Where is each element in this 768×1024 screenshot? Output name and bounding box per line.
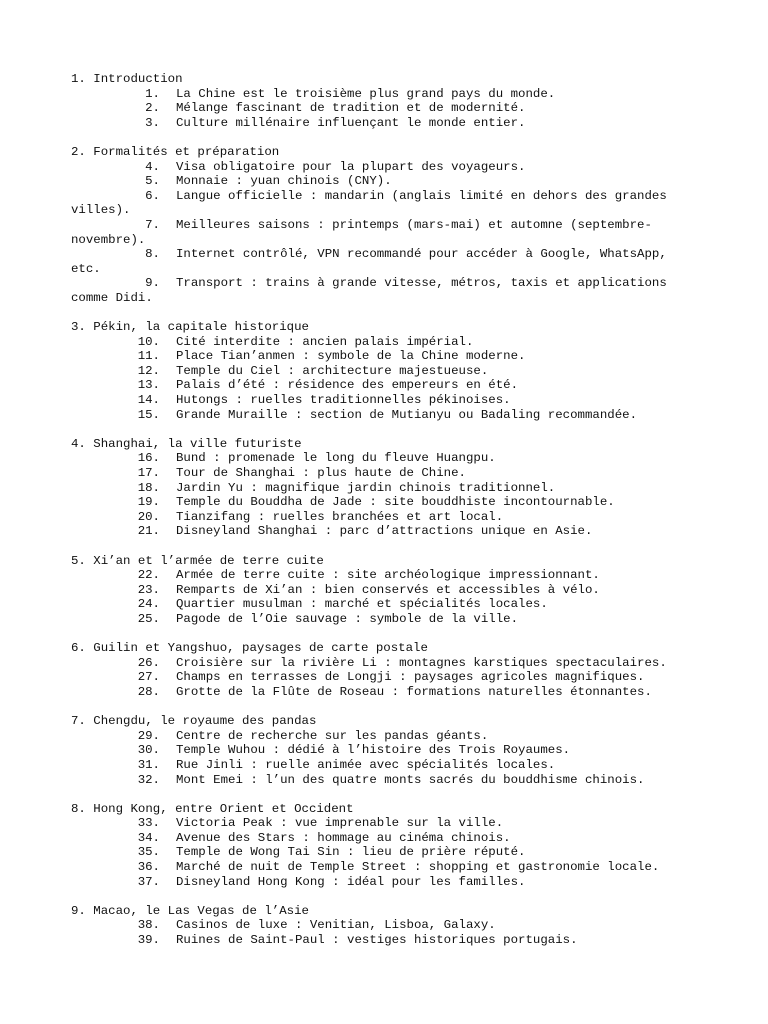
- section-heading: 9. Macao, le Las Vegas de l’Asie: [71, 903, 309, 918]
- item-number: 4.: [145, 159, 160, 174]
- section-3: [71, 320, 701, 422]
- list-item: [71, 87, 701, 102]
- item-text: Internet contrôlé, VPN recommandé pour accéder à Google, WhatsApp, etc.: [71, 247, 667, 276]
- item-text: Visa obligatoire pour la plupart des voyageurs.: [176, 159, 526, 174]
- list-item: [71, 218, 701, 247]
- section-1: [71, 72, 701, 130]
- item-text: Temple Wuhou : dédié à l’histoire des Trois Royaumes.: [176, 743, 571, 758]
- list-item: [71, 583, 701, 598]
- item-number: 8.: [145, 247, 160, 262]
- list-item: [71, 349, 701, 364]
- item-number: 13.: [137, 378, 160, 393]
- item-number: 7.: [145, 217, 160, 232]
- item-number: 24.: [137, 597, 160, 612]
- item-text: Culture millénaire influençant le monde entier.: [176, 115, 526, 130]
- list-item: [71, 758, 701, 773]
- section-heading: 3. Pékin, la capitale historique: [71, 320, 309, 335]
- section-heading: 2. Formalités et préparation: [71, 144, 280, 159]
- item-text: Ruines de Saint-Paul : vestiges historiques portugais.: [176, 933, 578, 948]
- item-number: 17.: [137, 466, 160, 481]
- item-text: Palais d’été : résidence des empereurs en été.: [176, 378, 519, 393]
- item-number: 34.: [137, 830, 160, 845]
- item-text: Bund : promenade le long du fleuve Huangpu.: [176, 451, 496, 466]
- section-2: [71, 145, 701, 306]
- list-item: [71, 481, 701, 496]
- item-number: 33.: [137, 816, 160, 831]
- section-9: [71, 904, 701, 948]
- item-number: 28.: [137, 684, 160, 699]
- item-number: 3.: [145, 115, 160, 130]
- list-item: [71, 612, 701, 627]
- list-item: [71, 510, 701, 525]
- list-item: [71, 247, 701, 276]
- item-text: Cité interdite : ancien palais impérial.: [176, 334, 474, 349]
- item-text: Quartier musulman : marché et spécialités locales.: [176, 597, 548, 612]
- list-item: [71, 524, 701, 539]
- item-text: Victoria Peak : vue imprenable sur la ville.: [176, 816, 504, 831]
- section-7: [71, 714, 701, 787]
- section-heading: 5. Xi’an et l’armée de terre cuite: [71, 553, 324, 568]
- item-text: Mélange fascinant de tradition et de modernité.: [176, 101, 526, 116]
- list-item: [71, 451, 701, 466]
- item-text: Temple du Ciel : architecture majestueuse.: [176, 363, 489, 378]
- item-text: Casinos de luxe : Venitian, Lisboa, Galaxy.: [176, 918, 496, 933]
- list-item: [71, 276, 701, 305]
- item-number: 10.: [137, 334, 160, 349]
- section-4: [71, 437, 701, 539]
- item-number: 37.: [137, 874, 160, 889]
- item-number: 21.: [137, 524, 160, 539]
- item-number: 11.: [137, 349, 160, 364]
- item-text: Transport : trains à grande vitesse, métros, taxis et applications comme Didi.: [71, 276, 667, 305]
- list-item: [71, 670, 701, 685]
- document-body: [71, 72, 701, 962]
- list-item: [71, 685, 701, 700]
- item-text: Marché de nuit de Temple Street : shopping et gastronomie locale.: [176, 860, 660, 875]
- item-text: Meilleures saisons : printemps (mars-mai) et automne (septembre-novembre).: [71, 217, 652, 247]
- item-number: 6.: [145, 188, 160, 203]
- list-item: [71, 393, 701, 408]
- item-number: 26.: [137, 655, 160, 670]
- list-item: [71, 378, 701, 393]
- item-number: 12.: [137, 363, 160, 378]
- item-number: 32.: [137, 772, 160, 787]
- list-item: [71, 845, 701, 860]
- list-item: [71, 466, 701, 481]
- list-item: [71, 160, 701, 175]
- list-item: [71, 918, 701, 933]
- section-5: [71, 554, 701, 627]
- item-number: 39.: [137, 933, 160, 948]
- item-text: Temple du Bouddha de Jade : site bouddhiste incontournable.: [176, 495, 615, 510]
- item-number: 19.: [137, 495, 160, 510]
- item-number: 16.: [137, 451, 160, 466]
- list-item: [71, 597, 701, 612]
- list-item: [71, 831, 701, 846]
- item-number: 31.: [137, 757, 160, 772]
- list-item: [71, 933, 701, 948]
- list-item: [71, 408, 701, 423]
- section-8: [71, 802, 701, 890]
- item-text: Centre de recherche sur les pandas géants.: [176, 728, 489, 743]
- item-number: 5.: [145, 174, 160, 189]
- item-text: Jardin Yu : magnifique jardin chinois traditionnel.: [176, 480, 556, 495]
- list-item: [71, 364, 701, 379]
- item-number: 30.: [137, 743, 160, 758]
- item-text: Croisière sur la rivière Li : montagnes karstiques spectaculaires.: [176, 655, 667, 670]
- section-heading: 8. Hong Kong, entre Orient et Occident: [71, 801, 354, 816]
- item-text: Mont Emei : l’un des quatre monts sacrés du bouddhisme chinois.: [176, 772, 645, 787]
- item-number: 2.: [145, 101, 160, 116]
- item-number: 9.: [145, 276, 160, 291]
- list-item: [71, 656, 701, 671]
- item-number: 36.: [137, 860, 160, 875]
- list-item: [71, 743, 701, 758]
- item-text: Disneyland Hong Kong : idéal pour les familles.: [176, 874, 526, 889]
- item-text: Armée de terre cuite : site archéologique impressionnant.: [176, 568, 600, 583]
- list-item: [71, 568, 701, 583]
- list-item: [71, 174, 701, 189]
- item-text: Tianzifang : ruelles branchées et art local.: [176, 509, 504, 524]
- item-text: Tour de Shanghai : plus haute de Chine.: [176, 466, 466, 481]
- item-number: 18.: [137, 480, 160, 495]
- item-number: 35.: [137, 845, 160, 860]
- list-item: [71, 773, 701, 788]
- item-number: 29.: [137, 728, 160, 743]
- item-text: Langue officielle : mandarin (anglais limité en dehors des grandes villes).: [71, 188, 667, 218]
- item-text: Avenue des Stars : hommage au cinéma chinois.: [176, 830, 511, 845]
- item-number: 27.: [137, 670, 160, 685]
- item-number: 20.: [137, 509, 160, 524]
- list-item: [71, 495, 701, 510]
- item-number: 25.: [137, 611, 160, 626]
- list-item: [71, 875, 701, 890]
- item-text: Remparts de Xi’an : bien conservés et accessibles à vélo.: [176, 582, 600, 597]
- list-item: [71, 816, 701, 831]
- list-item: [71, 101, 701, 116]
- list-item: [71, 189, 701, 218]
- item-text: La Chine est le troisième plus grand pays du monde.: [176, 86, 556, 101]
- item-number: 23.: [137, 582, 160, 597]
- section-heading: 7. Chengdu, le royaume des pandas: [71, 714, 317, 729]
- list-item: [71, 860, 701, 875]
- item-text: Temple de Wong Tai Sin : lieu de prière réputé.: [176, 845, 526, 860]
- item-text: Hutongs : ruelles traditionnelles pékinoises.: [176, 393, 511, 408]
- section-heading: 4. Shanghai, la ville futuriste: [71, 436, 302, 451]
- section-6: [71, 641, 701, 699]
- item-text: Grande Muraille : section de Mutianyu ou Badaling recommandée.: [176, 407, 638, 422]
- section-heading: 6. Guilin et Yangshuo, paysages de carte postale: [71, 641, 428, 656]
- item-number: 22.: [137, 568, 160, 583]
- list-item: [71, 335, 701, 350]
- item-number: 38.: [137, 918, 160, 933]
- item-text: Champs en terrasses de Longji : paysages agricoles magnifiques.: [176, 670, 645, 685]
- item-text: Place Tian’anmen : symbole de la Chine moderne.: [176, 349, 526, 364]
- item-text: Monnaie : yuan chinois (CNY).: [176, 174, 392, 189]
- item-text: Grotte de la Flûte de Roseau : formations naturelles étonnantes.: [176, 684, 652, 699]
- list-item: [71, 116, 701, 131]
- item-text: Pagode de l’Oie sauvage : symbole de la ville.: [176, 611, 519, 626]
- list-item: [71, 729, 701, 744]
- item-text: Rue Jinli : ruelle animée avec spécialités locales.: [176, 757, 556, 772]
- section-heading: 1. Introduction: [71, 72, 183, 86]
- item-number: 1.: [145, 86, 160, 101]
- item-number: 14.: [137, 393, 160, 408]
- item-number: 15.: [137, 407, 160, 422]
- item-text: Disneyland Shanghai : parc d’attractions unique en Asie.: [176, 524, 593, 539]
